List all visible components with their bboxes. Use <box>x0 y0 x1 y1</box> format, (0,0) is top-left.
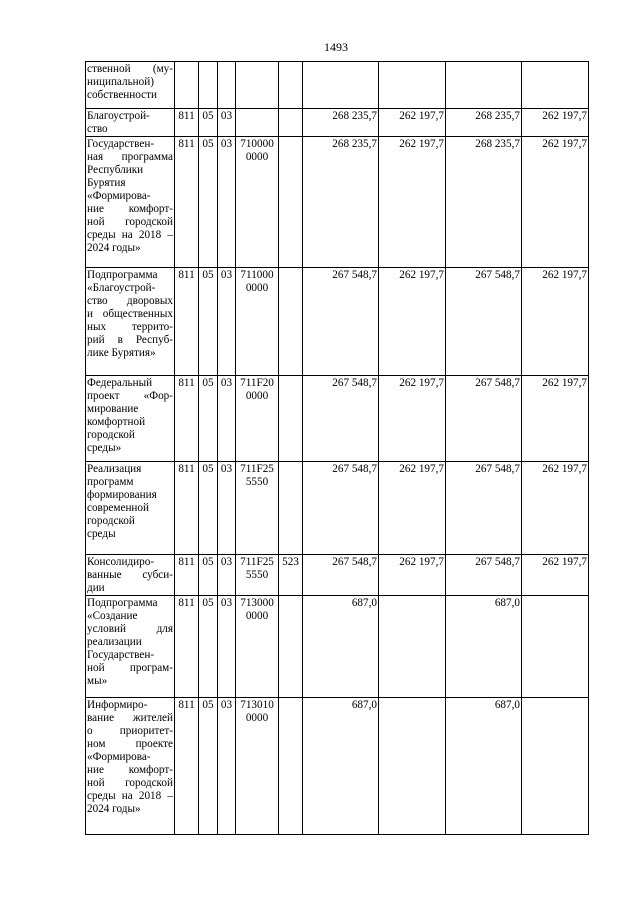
cell-vr <box>279 376 303 462</box>
cell-vr: 523 <box>279 555 303 596</box>
cell-grbs: 811 <box>175 376 199 462</box>
cell-pr: 03 <box>218 596 236 698</box>
cell-csr: 711000 0000 <box>236 268 279 376</box>
table-row <box>86 698 589 835</box>
cell-value-3 <box>446 62 522 109</box>
cell-pr: 03 <box>218 555 236 596</box>
cell-csr: 711F25 5550 <box>236 462 279 555</box>
cell-value-2: 262 197,7 <box>379 555 446 596</box>
cell-vr <box>279 109 303 137</box>
cell-value-3: 267 548,7 <box>446 376 522 462</box>
table-row <box>86 62 589 109</box>
cell-value-4: 262 197,7 <box>522 137 589 268</box>
cell-pr: 03 <box>218 462 236 555</box>
cell-csr <box>236 109 279 137</box>
cell-value-1 <box>303 62 379 109</box>
cell-value-2 <box>379 62 446 109</box>
cell-name: Консолидиро- ванные субси- дии <box>87 556 173 594</box>
cell-value-3: 687,0 <box>446 596 522 698</box>
cell-value-3: 267 548,7 <box>446 268 522 376</box>
cell-grbs: 811 <box>175 462 199 555</box>
cell-csr: 711F20 0000 <box>236 376 279 462</box>
cell-value-1: 267 548,7 <box>303 376 379 462</box>
cell-value-4: 262 197,7 <box>522 268 589 376</box>
cell-pr: 03 <box>218 376 236 462</box>
cell-rz: 05 <box>199 376 218 462</box>
cell-value-1: 687,0 <box>303 596 379 698</box>
cell-csr: 711F25 5550 <box>236 555 279 596</box>
cell-value-1: 687,0 <box>303 698 379 835</box>
table-row <box>86 376 589 462</box>
cell-name: Информиро- вание жителей о приоритет- ном проекте «Формирова- ние комфорт- ной городской среды на 2018 – 2024 годы» <box>86 698 175 835</box>
cell-value-3: 267 548,7 <box>446 555 522 596</box>
cell-grbs: 811 <box>175 596 199 698</box>
cell-rz: 05 <box>199 596 218 698</box>
cell-value-4: 262 197,7 <box>522 555 589 596</box>
cell-value-4 <box>522 62 589 109</box>
cell-value-2: 262 197,7 <box>379 462 446 555</box>
cell-value-1: 267 548,7 <box>303 462 379 555</box>
cell-grbs <box>175 62 199 109</box>
cell-vr <box>279 596 303 698</box>
cell-vr <box>279 268 303 376</box>
cell-rz: 05 <box>199 268 218 376</box>
cell-csr: 713010 0000 <box>236 698 279 835</box>
cell-csr: 710000 0000 <box>236 137 279 268</box>
cell-pr: 03 <box>218 109 236 137</box>
cell-rz: 05 <box>199 109 218 137</box>
cell-vr <box>279 137 303 268</box>
cell-name: Подпрограмма «Создание условий для реализации Государствен- ной програм- мы» <box>86 596 175 698</box>
cell-value-3: 268 235,7 <box>446 109 522 137</box>
cell-name: ственной (му- ниципальной) собственности <box>86 62 175 109</box>
page-number: 1493 <box>324 40 348 54</box>
cell-value-1: 267 548,7 <box>303 555 379 596</box>
cell-value-1: 268 235,7 <box>303 109 379 137</box>
cell-name: Реализация программ формирования современной городской среды <box>86 462 175 555</box>
cell-rz: 05 <box>199 555 218 596</box>
table-row <box>86 462 589 555</box>
cell-value-1: 267 548,7 <box>303 268 379 376</box>
cell-name: Федеральный проект «Фор- мирование комфортной городской среды» <box>86 376 175 462</box>
cell-rz: 05 <box>199 137 218 268</box>
cell-grbs: 811 <box>175 555 199 596</box>
cell-value-4: 262 197,7 <box>522 376 589 462</box>
table-row <box>86 268 589 376</box>
table-row <box>86 596 589 698</box>
cell-vr <box>279 62 303 109</box>
cell-value-3: 267 548,7 <box>446 462 522 555</box>
cell-value-1: 268 235,7 <box>303 137 379 268</box>
table-row <box>86 555 589 596</box>
cell-value-4: 262 197,7 <box>522 109 589 137</box>
cell-name: Благоустрой- ство <box>86 109 175 137</box>
cell-value-4: 262 197,7 <box>522 462 589 555</box>
cell-value-2: 262 197,7 <box>379 137 446 268</box>
cell-csr: 713000 0000 <box>236 596 279 698</box>
cell-value-2 <box>379 596 446 698</box>
cell-value-2: 262 197,7 <box>379 268 446 376</box>
cell-grbs: 811 <box>175 109 199 137</box>
cell-rz: 05 <box>199 698 218 835</box>
cell-name: Государствен- ная программа Республики Бурятия «Формирова- ние комфорт- ной городской среды на 2018 – 2024 годы» <box>86 137 175 268</box>
cell-pr: 03 <box>218 698 236 835</box>
cell-vr <box>279 462 303 555</box>
cell-grbs: 811 <box>175 268 199 376</box>
cell-csr <box>236 62 279 109</box>
cell-grbs: 811 <box>175 137 199 268</box>
cell-value-2: 262 197,7 <box>379 376 446 462</box>
cell-vr <box>279 698 303 835</box>
table-row <box>86 137 589 268</box>
cell-pr: 03 <box>218 137 236 268</box>
cell-value-4 <box>522 698 589 835</box>
cell-pr: 03 <box>218 268 236 376</box>
cell-name: Подпрограмма «Благоустрой- ство дворовых и общественных ных террито- рий в Респуб- лике Бурятия» <box>86 268 175 376</box>
cell-pr <box>218 62 236 109</box>
cell-rz <box>199 62 218 109</box>
cell-value-4 <box>522 596 589 698</box>
table-body <box>86 62 589 835</box>
table-row <box>86 109 589 137</box>
cell-value-2: 262 197,7 <box>379 109 446 137</box>
cell-grbs: 811 <box>175 698 199 835</box>
cell-value-3: 687,0 <box>446 698 522 835</box>
cell-value-3: 268 235,7 <box>446 137 522 268</box>
cell-value-2 <box>379 698 446 835</box>
budget-table <box>85 61 589 835</box>
cell-rz: 05 <box>199 462 218 555</box>
